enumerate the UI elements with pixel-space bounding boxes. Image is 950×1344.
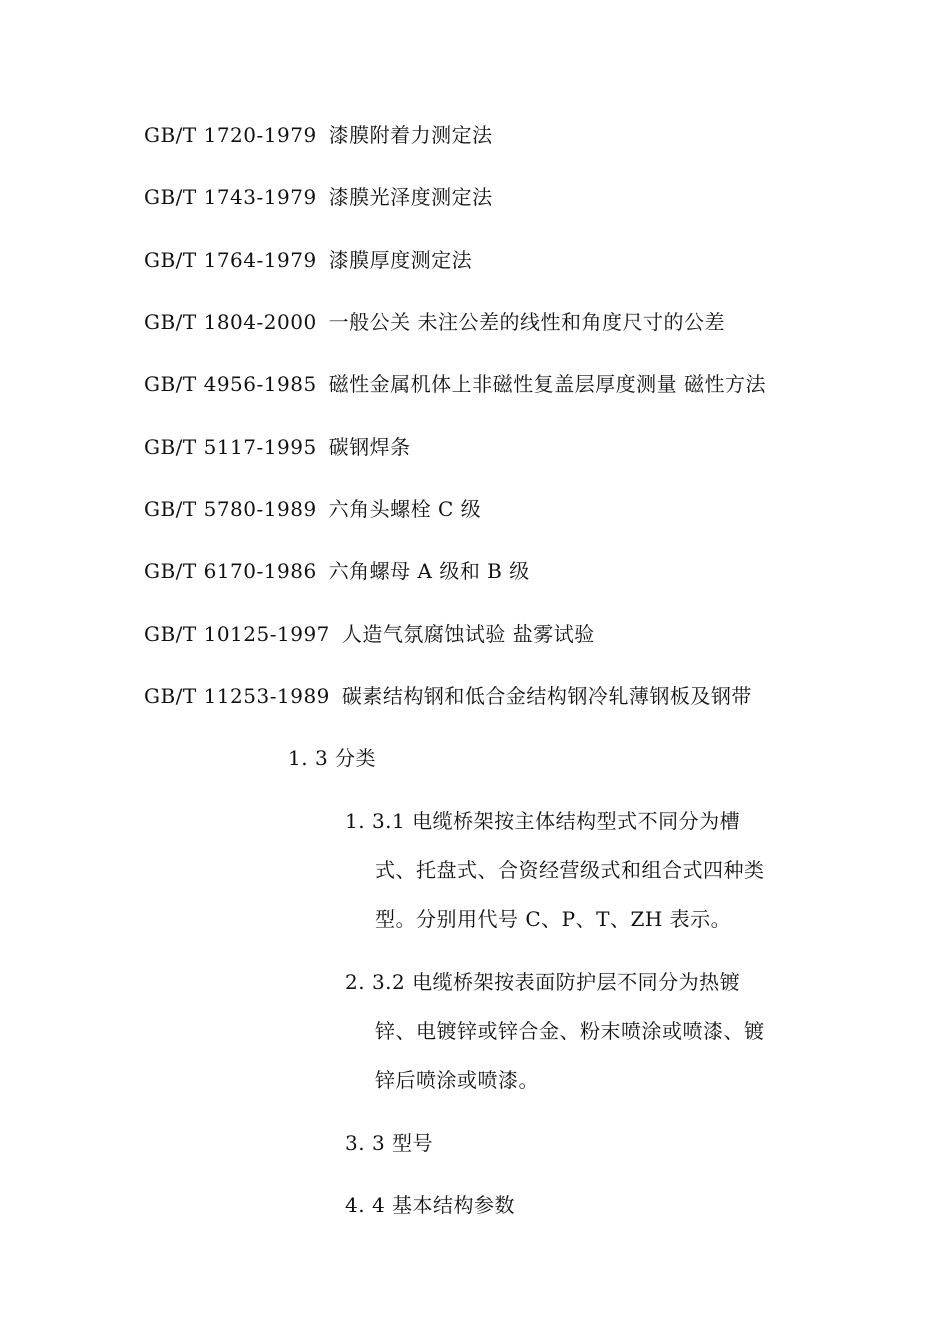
reference-line <box>144 248 472 272</box>
standard-title: 人造气氛腐蚀试验 盐雾试验 <box>341 622 595 646</box>
reference-line <box>144 372 766 396</box>
item-text-line: 1. 3.1 电缆桥架按主体结构型式不同分为槽 <box>345 809 741 833</box>
classification-item <box>345 797 815 944</box>
standard-code: GB/T 1743-1979 <box>144 185 317 209</box>
reference-line <box>144 123 493 147</box>
standard-code: GB/T 1804-2000 <box>144 310 317 334</box>
reference-line <box>144 559 530 583</box>
standard-title: 磁性金属机体上非磁性复盖层厚度测量 磁性方法 <box>328 372 767 396</box>
item-text-line: 型。分别用代号 C、P、T、ZH 表示。 <box>375 907 732 931</box>
standard-code: GB/T 5117-1995 <box>144 435 317 459</box>
standard-code: GB/T 4956-1985 <box>144 372 317 396</box>
item-text-line: 式、托盘式、合资经营级式和组合式四种类 <box>375 858 765 882</box>
standard-title: 六角螺母 A 级和 B 级 <box>328 559 530 583</box>
standard-code: GB/T 5780-1989 <box>144 497 317 521</box>
standard-code: GB/T 1720-1979 <box>144 123 317 147</box>
item-text-line: 锌、电镀锌或锌合金、粉末喷涂或喷漆、镀 <box>375 1019 765 1043</box>
item-text-line: 2. 3.2 电缆桥架按表面防护层不同分为热镀 <box>345 970 741 994</box>
reference-line <box>144 435 411 459</box>
item-text-line: 4. 4 基本结构参数 <box>345 1193 516 1217</box>
classification-item <box>345 1181 815 1230</box>
reference-line <box>144 310 725 334</box>
item-text-line: 3. 3 型号 <box>345 1131 434 1155</box>
classification-item <box>345 958 815 1105</box>
standard-title: 漆膜厚度测定法 <box>328 248 473 272</box>
reference-line <box>144 497 481 521</box>
standard-code: GB/T 6170-1986 <box>144 559 317 583</box>
standard-code: GB/T 1764-1979 <box>144 248 317 272</box>
standard-title: 漆膜附着力测定法 <box>328 123 493 147</box>
standard-code: GB/T 11253-1989 <box>144 684 330 708</box>
standard-code: GB/T 10125-1997 <box>144 622 330 646</box>
reference-line <box>144 684 752 708</box>
standard-title: 碳钢焊条 <box>328 435 411 459</box>
reference-line <box>144 622 595 646</box>
reference-line <box>144 185 493 209</box>
classification-item <box>345 1119 815 1168</box>
section-heading: 1. 3 分类 <box>288 746 377 770</box>
item-text-line: 锌后喷涂或喷漆。 <box>375 1068 539 1092</box>
standard-title: 六角头螺栓 C 级 <box>328 497 482 521</box>
standard-title: 一般公关 未注公差的线性和角度尺寸的公差 <box>328 310 726 334</box>
standard-title: 漆膜光泽度测定法 <box>328 185 493 209</box>
standard-title: 碳素结构钢和低合金结构钢冷轧薄钢板及钢带 <box>341 684 752 708</box>
